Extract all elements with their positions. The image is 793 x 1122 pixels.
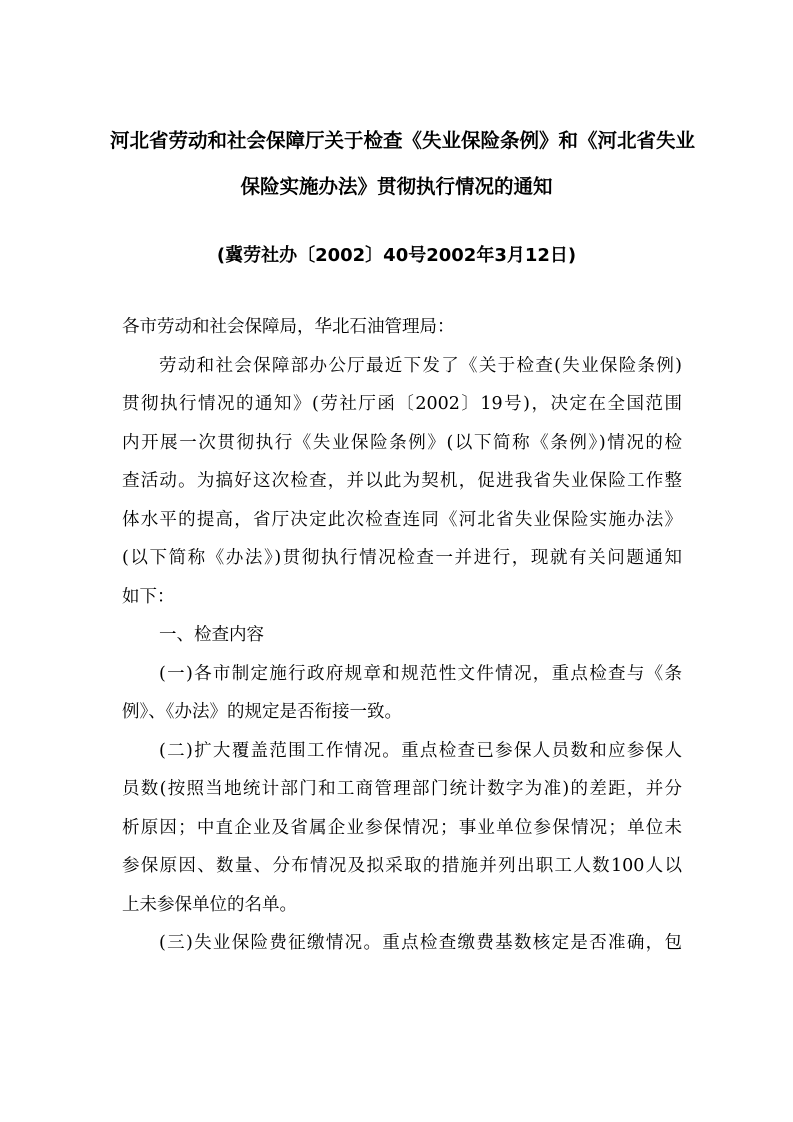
paragraph-line: 贯彻执行情况的通知》(劳社厅函〔2002〕19号)，决定在全国范围 [122, 394, 682, 414]
paragraph-line: 内开展一次贯彻执行《失业保险条例》(以下简称《条例》)情况的检 [122, 432, 682, 453]
title-line: 保险实施办法》贯彻执行情况的通知 [240, 175, 553, 198]
paragraph-line: 如下： [122, 586, 175, 607]
document-number: (冀劳社办〔2002〕40号2002年3月12日) [216, 245, 577, 266]
paragraph-line: 查活动。为搞好这次检查，并以此为契机，促进我省失业保险工作整 [122, 471, 682, 491]
paragraph-line: (以下简称《办法》)贯彻执行情况检查一并进行，现就有关问题通知 [122, 548, 682, 568]
section-heading: 一、检查内容 [159, 625, 264, 645]
document-title [110, 118, 696, 210]
paragraph-line: (一)各市制定施行政府规章和规范性文件情况，重点检查与《条 [159, 663, 682, 684]
document-body [122, 308, 682, 963]
paragraph-line: 上未参保单位的名单。 [122, 894, 297, 915]
paragraph-line: 例》、《办法》的规定是否衔接一致。 [122, 702, 402, 722]
paragraph-line: 体水平的提高，省厅决定此次检查连同《河北省失业保险实施办法》 [122, 509, 682, 530]
paragraph-line: 员数(按照当地统计部门和工商管理部门统计数字为准)的差距，并分 [122, 779, 682, 799]
title-line: 河北省劳动和社会保障厅关于检查《失业保险条例》和《河北省失业 [110, 129, 696, 152]
paragraph-line: (三)失业保险费征缴情况。重点检查缴费基数核定是否准确，包 [159, 933, 682, 953]
paragraph-line: 参保原因、数量、分布情况及拟采取的措施并列出职工人数100人以 [122, 856, 682, 876]
paragraph-line: 劳动和社会保障部办公厅最近下发了《关于检查(失业保险条例) [159, 355, 682, 376]
paragraph-line: 析原因；中直企业及省属企业参保情况；事业单位参保情况；单位未 [122, 817, 682, 838]
paragraph-line: (二)扩大覆盖范围工作情况。重点检查已参保人员数和应参保人 [159, 740, 682, 761]
salutation: 各市劳动和社会保障局，华北石油管理局： [122, 317, 455, 337]
